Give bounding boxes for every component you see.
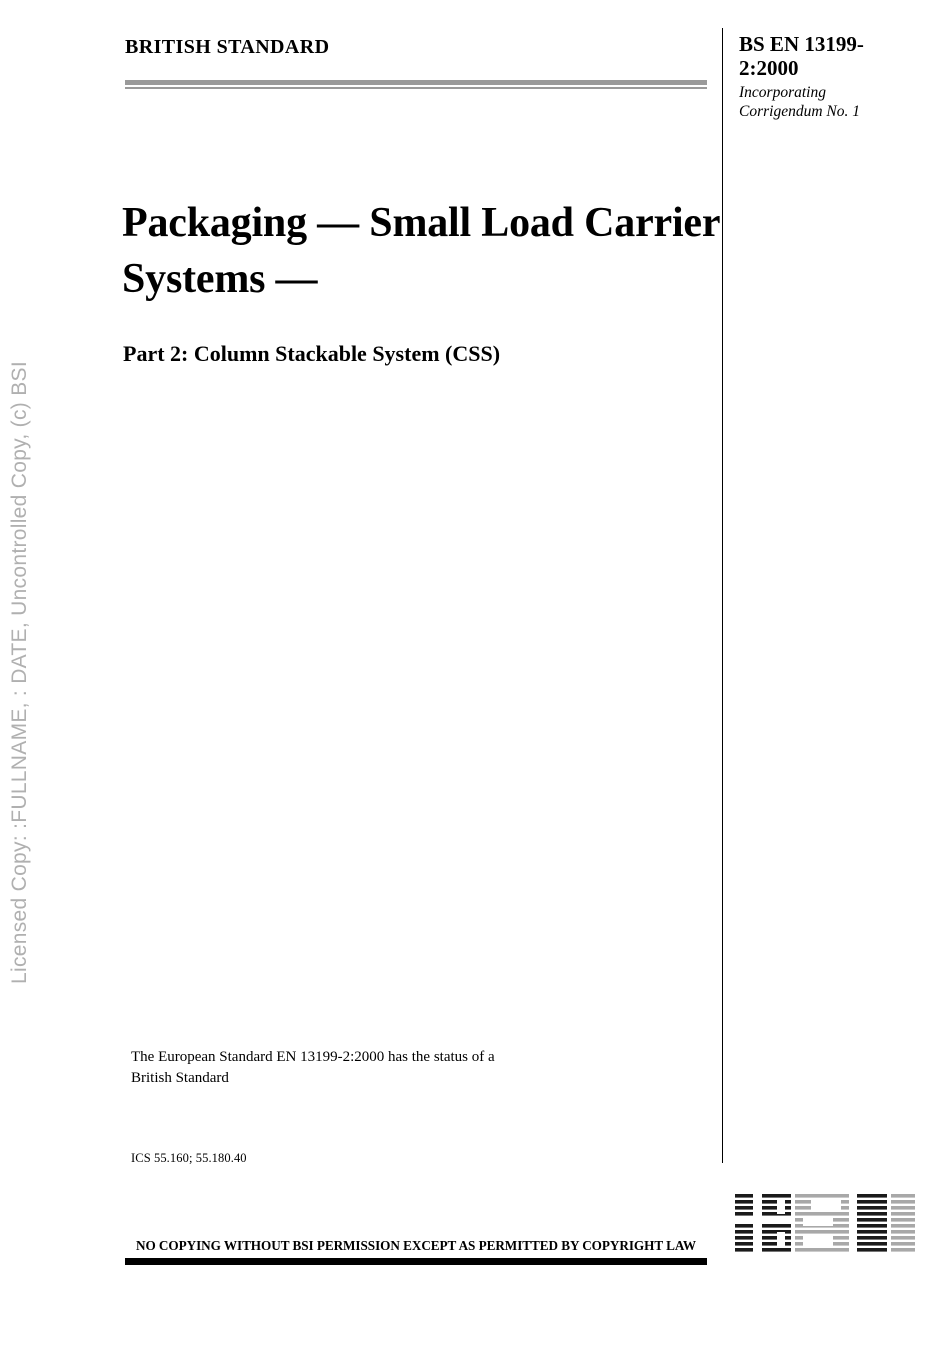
british-standard-label: BRITISH STANDARD (125, 36, 330, 58)
standard-number: BS EN 13199-2:2000 (739, 32, 864, 80)
corrigendum-line-1: Incorporating (739, 84, 826, 101)
page-subtitle: Part 2: Column Stackable System (CSS) (123, 341, 501, 366)
copyright-notice: NO COPYING WITHOUT BSI PERMISSION EXCEPT AS PERMITTED BY COPYRIGHT LAW (135, 1238, 696, 1253)
header-rule-thin (125, 87, 707, 89)
ics-code: ICS 55.160; 55.180.40 (131, 1151, 247, 1165)
status-note-line-1: The European Standard EN 13199-2:2000 has the status of a (131, 1049, 495, 1065)
footer-rule (125, 1258, 707, 1265)
corrigendum-line-2: Corrigendum No. 1 (739, 102, 860, 120)
header-rule-thick (125, 80, 707, 85)
corrigendum-note (739, 84, 919, 122)
licence-watermark: Licensed Copy: :FULLNAME, : DATE, Uncontrolled Copy, (c) BSI (8, 361, 31, 984)
page-title: Packaging — Small Load Carrier Systems — (122, 200, 720, 302)
status-note (131, 1047, 611, 1090)
bsi-logo (733, 1188, 917, 1262)
column-divider-rule (722, 28, 723, 1163)
status-note-line-2: British Standard (131, 1070, 229, 1087)
